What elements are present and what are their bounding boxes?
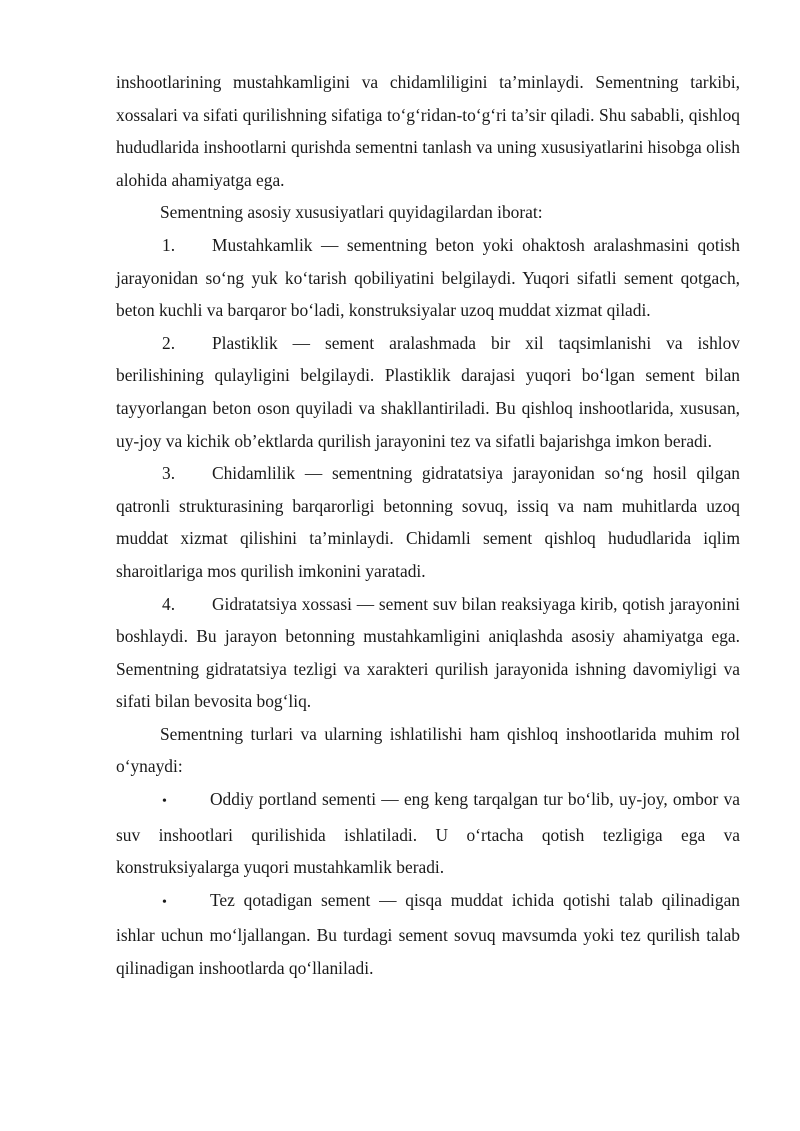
intro-paragraph: inshootlarining mustahkamligini va chidamliligini ta’minlaydi. Sementning tarkibi, xossalari va sifati qurilishning sifatiga to‘g‘ridan-to‘g‘ri ta’sir qiladi. Shu sababli, qishloq hududlarida inshootlarni qurishda sementni tanlash va uning xususiyatlarini hisobga olish alohida ahamiyatga ega.: [116, 72, 740, 190]
bullet-icon: [162, 887, 210, 920]
property-item-4: [116, 588, 740, 718]
property-text: Gidratatsiya xossasi — sement suv bilan reaksiyaga kirib, qotish jarayonini boshlaydi. Bu jarayon betonning mustahkamligini aniqlashda asosiy ahamiyatga ega. Sementning gidratatsiya tezligi va xarakteri qurilish jarayonida ishning davomiyligi va sifati bilan bevosita bog‘liq.: [116, 593, 740, 712]
property-number: 4.: [162, 593, 176, 614]
types-lead-paragraph: Sementning turlari va ularning ishlatilishi ham qishloq inshootlarida muhim rol o‘ynaydi:: [116, 723, 740, 777]
property-text: Chidamlilik — sementning gidratatsiya jarayonidan so‘ng hosil qilgan qatronli strukturasining barqarorligi betonning sovuq, issiq va nam muhitlarda uzoq muddat xizmat qilishini ta’minlaydi. Chidamli sement qishloq hududlarida iqlim sharoitlariga mos qurilish imkonini yaratadi.: [116, 463, 740, 581]
type-item-2: [116, 884, 740, 985]
property-item-2: [116, 327, 740, 457]
document-page: [116, 66, 740, 985]
bullet-icon: [162, 786, 210, 819]
property-item-3: [116, 457, 740, 587]
type-text: Oddiy portland sementi — eng keng tarqalgan tur bo‘lib, uy-joy, ombor va suv inshootlari qurilishida ishlatiladi. U o‘rtacha qotish tezligiga ega va konstruksiyalarga yuqori mustahkamlik beradi.: [116, 789, 740, 878]
property-number: 1.: [162, 234, 176, 255]
property-text: Mustahkamlik — sementning beton yoki ohaktosh aralashmasini qotish jarayonidan so‘ng yuk ko‘tarish qobiliyatini belgilaydi. Yuqori sifatli sement qotgach, beton kuchli va barqaror bo‘ladi, konstruksiyalar uzoq muddat xizmat qiladi.: [116, 234, 740, 321]
property-number: 2.: [162, 332, 176, 353]
property-item-1: [116, 229, 740, 327]
property-text: Plastiklik — sement aralashmada bir xil taqsimlanishi va ishlov berilishining qulayligini belgilaydi. Plastiklik darajasi yuqori bo‘lgan sement bilan tayyorlangan beton oson quyiladi va shakllantiriladi. Bu qishloq inshootlarida, xususan, uy-joy va kichik ob’ektlarda qurilish jarayonini tez va sifatli bajarishga imkon beradi.: [116, 332, 740, 451]
type-text: Tez qotadigan sement — qisqa muddat ichida qotishi talab qilinadigan ishlar uchun mo‘ljallangan. Bu turdagi sement sovuq mavsumda yoki tez qurilish talab qilinadigan inshootlarda qo‘llaniladi.: [116, 889, 740, 979]
type-item-1: [116, 783, 740, 884]
property-number: 3.: [162, 463, 176, 484]
properties-lead-paragraph: Sementning asosiy xususiyatlari quyidagilardan iborat:: [160, 202, 543, 223]
